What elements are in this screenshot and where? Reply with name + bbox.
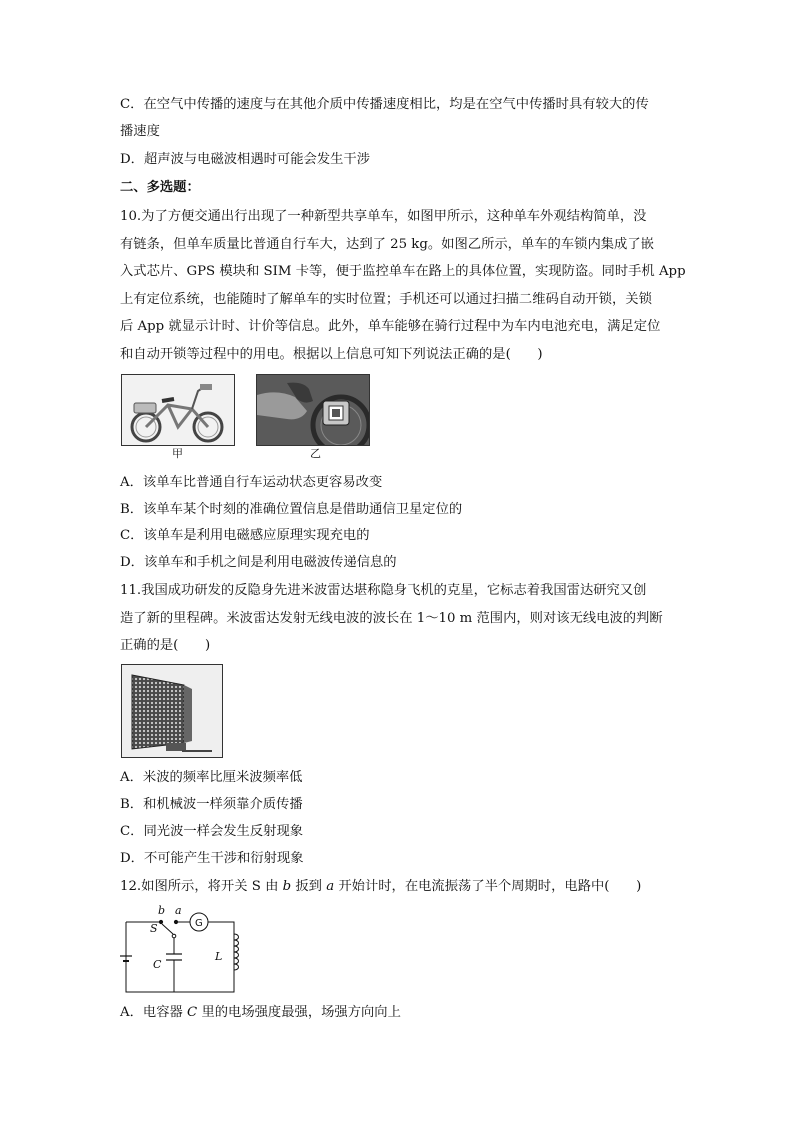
label-S: S — [150, 922, 158, 935]
q11-option-a: A．米波的频率比厘米波频率低 — [120, 770, 303, 785]
switch-blade — [162, 924, 173, 934]
q11-option-c: C．同光波一样会发生反射现象 — [120, 824, 304, 839]
label-G: G — [195, 918, 203, 929]
q10-line-5: 后 App 就显示计时、计价等信息。此外，单车能够在骑行过程中为车内电池充电，满足定位 — [120, 319, 661, 334]
q10-line-3: 入式芯片、GPS 模块和 SIM 卡等，便于监控单车在路上的具体位置，实现防盗。同时手机 App — [120, 264, 686, 279]
q12-stem — [120, 878, 641, 896]
q10-line-1: 10.为了方便交通出行出现了一种新型共享单车，如图甲所示，这种单车外观结构简单，没 — [120, 209, 647, 224]
label-b: b — [158, 904, 166, 917]
inductor-coil — [234, 934, 239, 970]
q12-var-a: a — [326, 879, 335, 894]
label-a: a — [175, 904, 182, 917]
q11-line-3: 正确的是( ) — [120, 638, 211, 653]
q10-line-2: 有链条，但单车质量比普通自行车大，达到了 25 kg。如图乙所示，单车的车锁内集成了嵌 — [120, 237, 654, 252]
q12-opt-a-text-2: 里的电场强度最强，场强方向向上 — [197, 1005, 401, 1020]
q11-line-2: 造了新的里程碑。米波雷达发射无线电波的波长在 1～10 m 范围内，则对该无线电波的判断 — [120, 611, 663, 626]
radar-photo — [121, 664, 223, 758]
q10-option-c: C．该单车是利用电磁感应原理实现充电的 — [120, 528, 370, 543]
q12-text-2: 扳到 — [291, 879, 327, 894]
q12-opt-a-text-1: A．电容器 — [120, 1005, 188, 1020]
q10-line-4: 上有定位系统，也能随时了解单车的实时位置；手机还可以通过扫描二维码自动开锁，关锁 — [120, 292, 652, 307]
label-L: L — [215, 950, 223, 963]
q12-var-b: b — [282, 879, 292, 894]
label-C: C — [153, 958, 162, 971]
q10-option-d: D．该单车和手机之间是利用电磁波传递信息的 — [120, 555, 397, 570]
switch-terminal-b — [159, 920, 162, 923]
q10-option-a: A．该单车比普通自行车运动状态更容易改变 — [120, 475, 383, 490]
q12-opt-a-var-c: C — [187, 1005, 198, 1020]
option-c-line-2: 播速度 — [120, 124, 160, 139]
q11-option-b: B．和机械波一样须靠介质传播 — [120, 797, 303, 812]
lc-circuit-diagram — [114, 902, 244, 996]
section-heading: 二、多选题： — [120, 180, 200, 195]
switch-pivot — [172, 934, 176, 938]
option-c-line-1: C．在空气中传播的速度与在其他介质中传播速度相比，均是在空气中传播时具有较大的传 — [120, 97, 649, 112]
q12-option-a — [120, 1004, 401, 1022]
figure-caption-jia: 甲 — [172, 447, 183, 460]
q10-option-b: B．该单车某个时刻的准确位置信息是借助通信卫星定位的 — [120, 502, 463, 517]
figure-caption-yi: 乙 — [310, 447, 321, 460]
q12-text-3: 开始计时，在电流振荡了半个周期时，电路中( ) — [334, 879, 642, 894]
bike-lock-illustration — [257, 375, 369, 445]
bike-lock-photo — [256, 374, 370, 446]
bicycle-figure — [121, 374, 235, 446]
q10-line-6: 和自动开锁等过程中的用电。根据以上信息可知下列说法正确的是( ) — [120, 347, 543, 362]
q11-option-d: D．不可能产生干涉和衍射现象 — [120, 851, 304, 866]
q12-text-1: 12.如图所示，将开关 S 由 — [120, 879, 283, 894]
bicycle-illustration — [122, 375, 234, 445]
radar-illustration — [122, 665, 222, 757]
option-d-q9: D．超声波与电磁波相遇时可能会发生干涉 — [120, 152, 371, 167]
q11-line-1: 11.我国成功研发的反隐身先进米波雷达堪称隐身飞机的克星，它标志着我国雷达研究又创 — [120, 583, 647, 598]
